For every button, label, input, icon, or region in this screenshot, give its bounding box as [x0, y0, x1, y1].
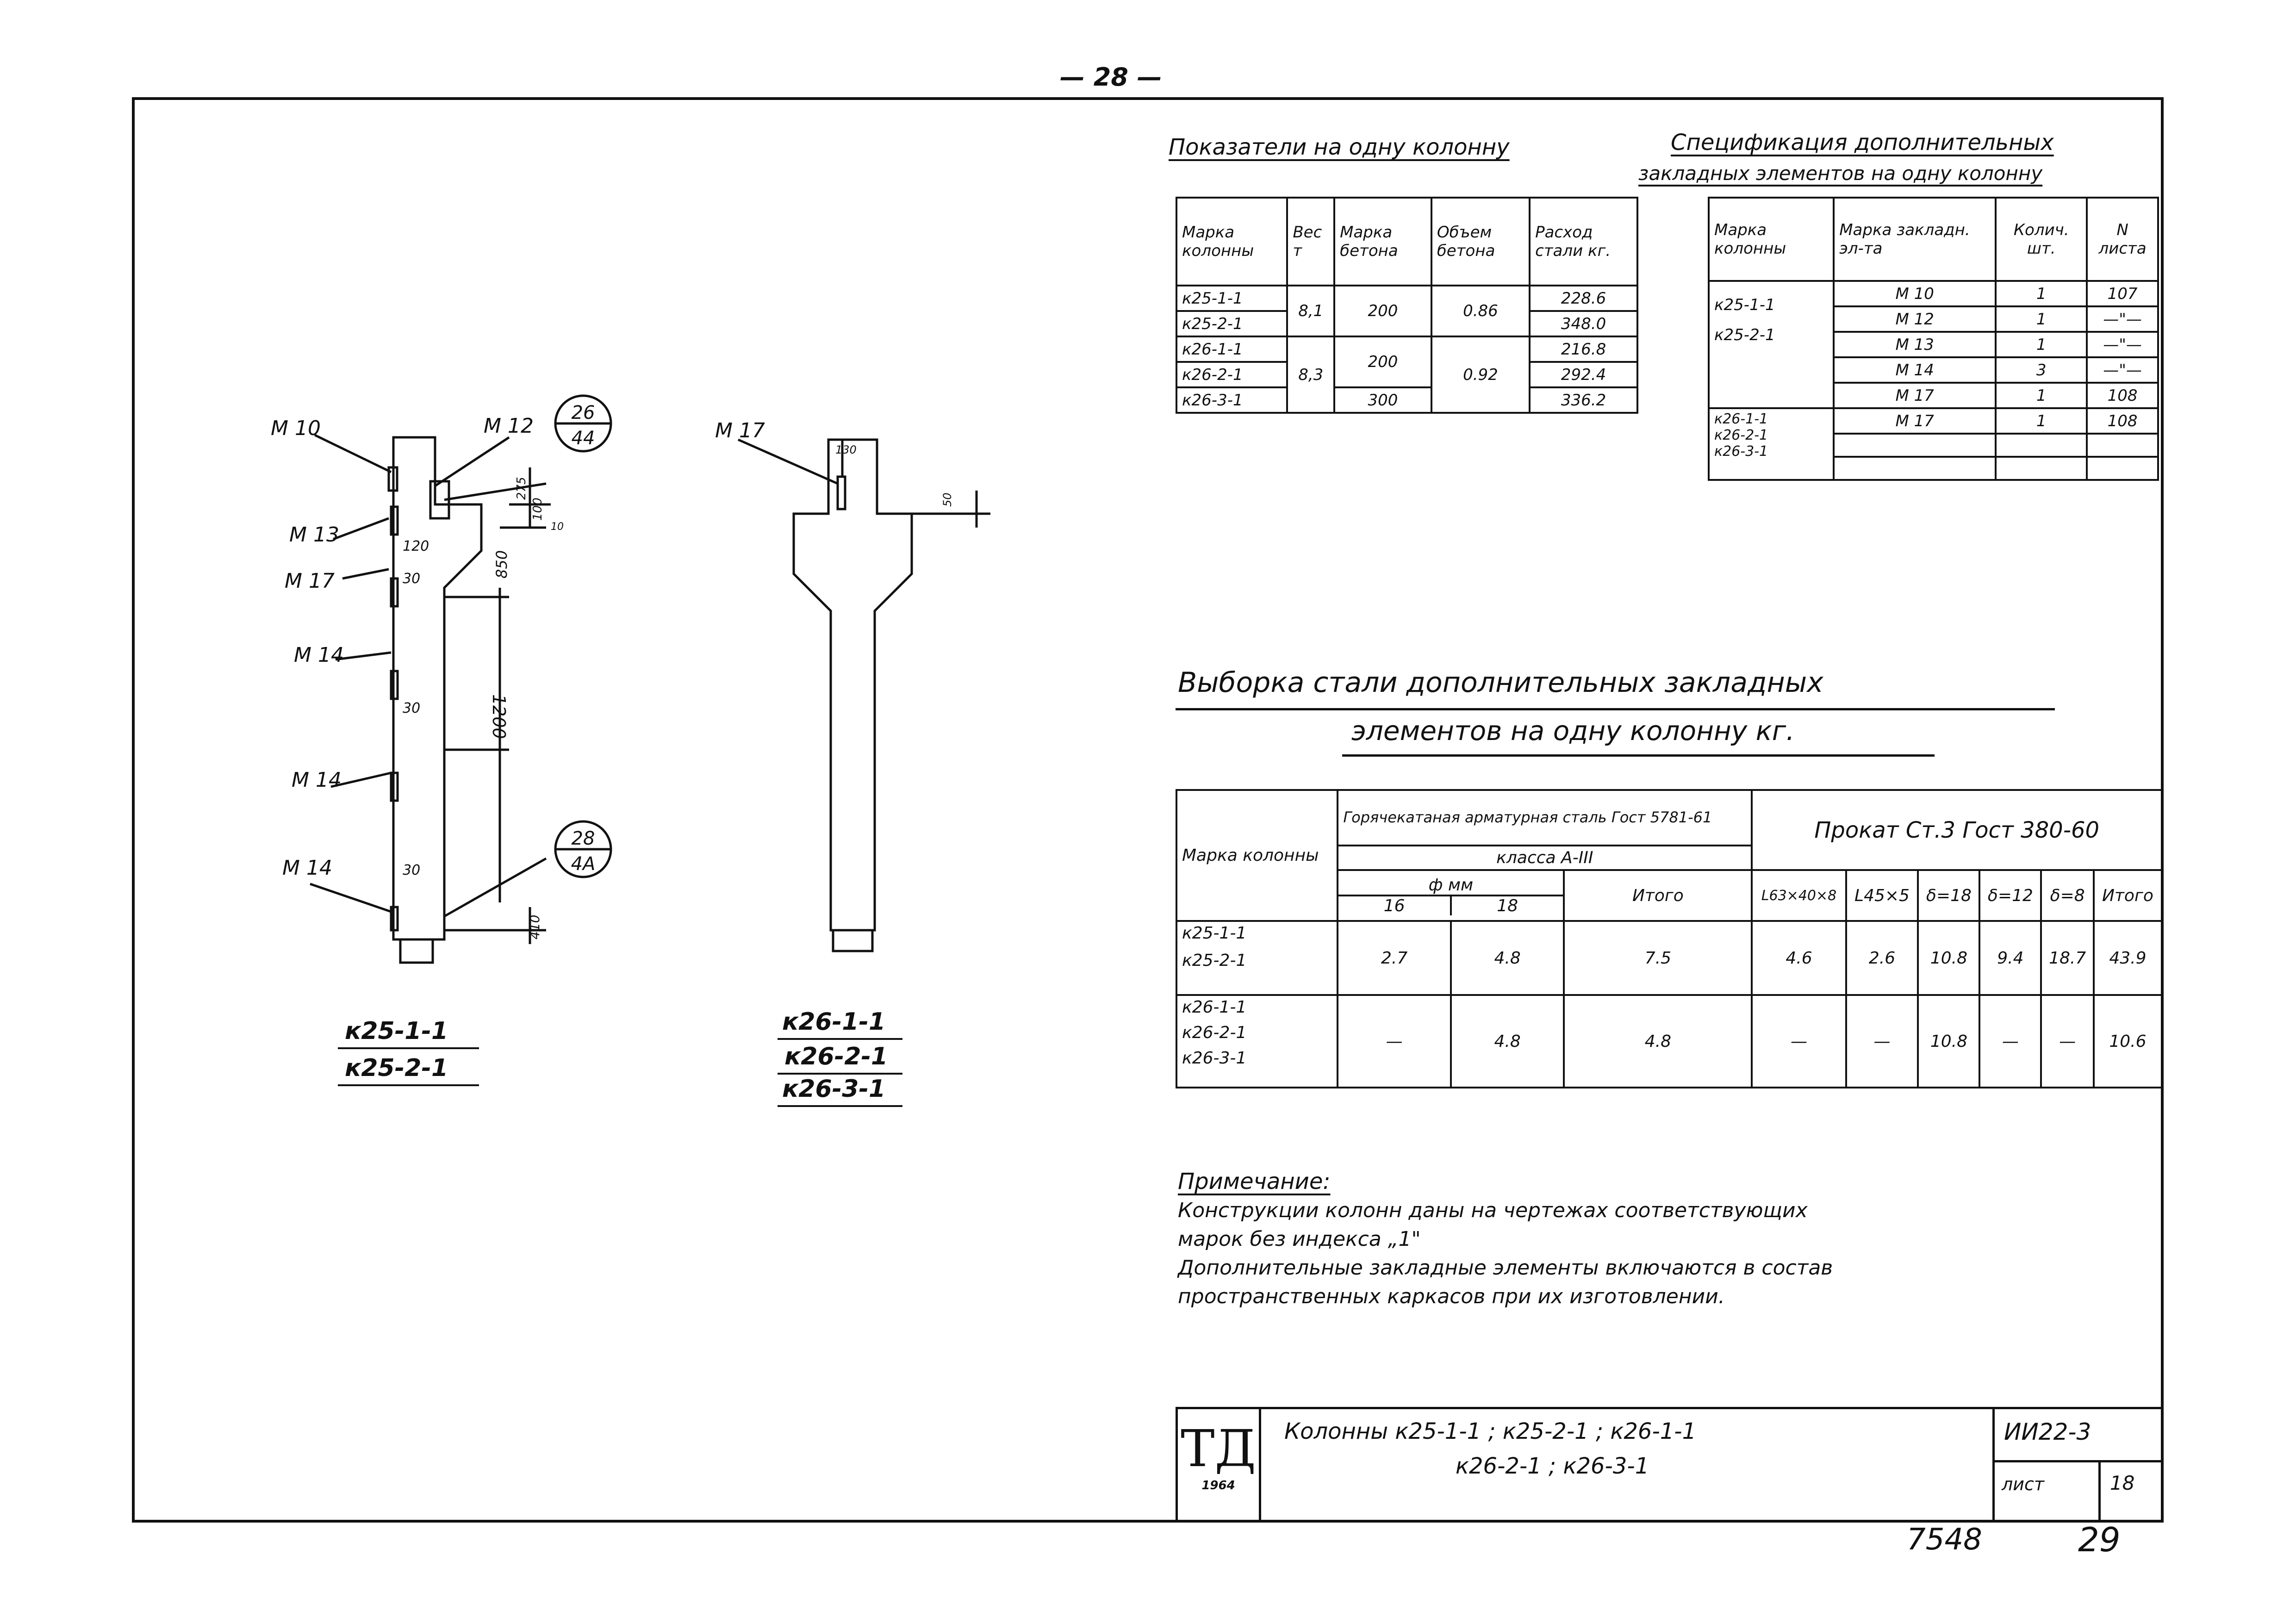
steel-group-b-mark: к26-3-1 [1182, 1049, 1247, 1068]
title-block [1176, 1407, 2163, 1523]
dim-130: 130 [835, 443, 857, 456]
perf-steel: 292.4 [1530, 362, 1637, 387]
spec-group-a-mark: к25-2-1 [1714, 326, 1775, 344]
steel-header-rolled-col: Итого [2094, 870, 2162, 921]
title-block-sheet-label: лист [1995, 1462, 2101, 1523]
note-body [1178, 1196, 2150, 1311]
perf-steel: 348.0 [1530, 311, 1637, 336]
steel-header-d18: 18 [1497, 896, 1518, 915]
dim-275: 275 [515, 477, 529, 500]
label-m12: М 12 [484, 414, 534, 438]
spec-qty: 1 [1996, 306, 2087, 332]
dim-30-b: 30 [403, 700, 421, 716]
perf-header-weight: Вес т [1287, 198, 1334, 286]
label-m17: М 17 [285, 569, 335, 593]
steel-table-title-1: Выборка стали дополнительных закладных [1178, 666, 1823, 699]
spec-group-a-mark: к25-1-1 [1714, 296, 1775, 314]
steel-header-mark: Марка колонны [1176, 790, 1338, 921]
steel-value: — [1846, 995, 1918, 1088]
spec-sheet: —"— [2087, 332, 2158, 357]
dim-410: 410 [527, 914, 542, 939]
steel-group-b [1176, 995, 1338, 1088]
steel-group-b-mark: к26-1-1 [1182, 998, 1247, 1017]
spec-group-b-mark: к26-1-1 [1714, 411, 1768, 427]
label-m13: М 13 [289, 523, 339, 547]
spec-header-sheet: N листа [2087, 198, 2158, 281]
spec-element: М 13 [1834, 332, 1996, 357]
note-title: Примечание: [1178, 1169, 1331, 1194]
spec-group-b [1709, 408, 1834, 480]
dim-50: 50 [941, 492, 954, 507]
steel-value: — [1752, 995, 1846, 1088]
steel-group-a-mark: к25-2-1 [1182, 951, 1247, 970]
caption-k25-2-1: к25-2-1 [345, 1054, 448, 1082]
spec-group-a [1709, 281, 1834, 408]
spec-qty: 1 [1996, 383, 2087, 408]
spec-qty: 1 [1996, 408, 2087, 434]
spec-sheet: —"— [2087, 357, 2158, 383]
note-line: Дополнительные закладные элементы включаются в состав [1178, 1256, 1833, 1280]
footer-page-no: 29 [2078, 1520, 2121, 1559]
perf-table-title: Показатели на одну колонну [1169, 134, 1510, 160]
label-m17-right: М 17 [715, 419, 765, 442]
spec-group-b-mark: к26-3-1 [1714, 443, 1768, 460]
steel-header-rolled-col: δ=12 [1979, 870, 2041, 921]
perf-volume-b: 0.92 [1431, 336, 1530, 413]
steel-value: 2.7 [1338, 921, 1451, 995]
steel-header-rolled: Прокат Ст.3 Гост 380-60 [1752, 790, 2162, 870]
dim-30-c: 30 [403, 862, 421, 878]
note-line: Конструкции колонн даны на чертежах соответствующих [1178, 1199, 1808, 1222]
spec-group-b-mark: к26-2-1 [1714, 427, 1768, 443]
caption-k26-2-1: к26-2-1 [784, 1043, 888, 1070]
spec-element: М 17 [1834, 383, 1996, 408]
perf-mark: к26-3-1 [1176, 387, 1287, 413]
label-m14-c: М 14 [282, 856, 332, 880]
circle-bottom-lower: 4А [571, 853, 596, 875]
steel-header-rolled-col: L45×5 [1846, 870, 1918, 921]
spec-header-element: Марка закладн. эл-та [1834, 198, 1996, 281]
title-block-year: 1964 [1201, 1479, 1235, 1492]
steel-value: 4.8 [1451, 995, 1564, 1088]
dim-1200: 1200 [489, 694, 509, 739]
circle-top-lower: 44 [571, 428, 595, 449]
dim-30-a: 30 [403, 571, 421, 587]
steel-header-phi: ф мм [1428, 876, 1474, 895]
note-line: пространственных каркасов при их изготовлении. [1178, 1285, 1725, 1308]
perf-weight-b: 8,3 [1287, 336, 1334, 413]
steel-header-class: класса А-III [1338, 846, 1752, 870]
steel-table-title-2: элементов на одну колонну кг. [1351, 715, 1795, 746]
label-m10: М 10 [271, 417, 321, 440]
perf-concrete-a: 200 [1334, 286, 1431, 336]
steel-value: 2.6 [1846, 921, 1918, 995]
spec-qty: 3 [1996, 357, 2087, 383]
caption-k26-3-1: к26-3-1 [782, 1075, 886, 1103]
steel-value: 10.6 [2094, 995, 2162, 1088]
perf-table [1176, 197, 1638, 414]
steel-header-rolled-col: L63×40×8 [1752, 870, 1846, 921]
spec-header-qty: Колич. шт. [1996, 198, 2087, 281]
spec-empty-cell [2087, 434, 2158, 457]
td-logo: ТД [1181, 1419, 1256, 1478]
spec-table [1708, 197, 2159, 481]
steel-group-a [1176, 921, 1338, 995]
perf-steel: 216.8 [1530, 336, 1637, 362]
steel-value: 10.8 [1918, 995, 1979, 1088]
steel-header-total: Итого [1564, 870, 1752, 921]
perf-mark: к26-2-1 [1176, 362, 1287, 387]
column-drawing-k26 [694, 407, 1041, 1134]
spec-header-mark: Марка колонны [1709, 198, 1834, 281]
perf-header-concrete: Марка бетона [1334, 198, 1431, 286]
caption-k26-1-1: к26-1-1 [782, 1008, 886, 1036]
steel-header-rolled-col: δ=8 [2041, 870, 2094, 921]
perf-mark: к26-1-1 [1176, 336, 1287, 362]
title-block-sheet-no: 18 [2109, 1472, 2135, 1494]
steel-table [1176, 789, 2163, 1088]
caption-k25-1-1: к25-1-1 [345, 1017, 448, 1045]
steel-value: 18.7 [2041, 921, 2094, 995]
spec-empty-cell [1996, 434, 2087, 457]
title-block-title-1: Колонны к25-1-1 ; к25-2-1 ; к26-1-1 [1284, 1418, 1697, 1444]
page-number: — 28 — [1060, 62, 1162, 92]
spec-empty-cell [2087, 457, 2158, 480]
spec-sheet: —"— [2087, 306, 2158, 332]
circle-top-upper: 26 [571, 402, 595, 423]
perf-mark: к25-1-1 [1176, 286, 1287, 311]
steel-header-d16: 16 [1338, 896, 1452, 915]
dim-10: 10 [551, 521, 564, 533]
dim-100: 100 [531, 497, 545, 521]
spec-empty-cell [1834, 457, 1996, 480]
footer-archive-no: 7548 [1907, 1523, 1982, 1557]
spec-qty: 1 [1996, 281, 2087, 306]
spec-element: М 10 [1834, 281, 1996, 306]
steel-title-rule-2 [1342, 754, 1935, 757]
spec-table-title-2: закладных элементов на одну колонну [1638, 162, 2043, 185]
dim-120: 120 [403, 538, 429, 554]
spec-sheet: 107 [2087, 281, 2158, 306]
steel-value: 4.8 [1564, 995, 1752, 1088]
perf-concrete-c: 300 [1334, 387, 1431, 413]
steel-value: 43.9 [2094, 921, 2162, 995]
spec-empty-cell [1834, 434, 1996, 457]
spec-empty-cell [1996, 457, 2087, 480]
dim-850: 850 [493, 550, 510, 578]
column-drawing-k25 [250, 393, 713, 1111]
perf-weight-a: 8,1 [1287, 286, 1334, 336]
spec-element: М 14 [1834, 357, 1996, 383]
spec-element: М 17 [1834, 408, 1996, 434]
steel-header-diameter [1338, 870, 1564, 921]
spec-sheet: 108 [2087, 383, 2158, 408]
steel-value: 4.8 [1451, 921, 1564, 995]
perf-steel: 336.2 [1530, 387, 1637, 413]
perf-header-steel: Расход стали кг. [1530, 198, 1637, 286]
perf-concrete-b: 200 [1334, 336, 1431, 387]
title-block-logo-cell [1178, 1409, 1261, 1523]
steel-value: 9.4 [1979, 921, 2041, 995]
title-block-code-cell [1992, 1409, 2164, 1523]
steel-header-rolled-col: δ=18 [1918, 870, 1979, 921]
label-m14-b: М 14 [292, 768, 342, 792]
perf-steel: 228.6 [1530, 286, 1637, 311]
spec-sheet: 108 [2087, 408, 2158, 434]
spec-qty: 1 [1996, 332, 2087, 357]
steel-value: 10.8 [1918, 921, 1979, 995]
perf-header-volume: Объем бетона [1431, 198, 1530, 286]
spec-element: М 12 [1834, 306, 1996, 332]
steel-value: 4.6 [1752, 921, 1846, 995]
title-block-title-2: к26-2-1 ; к26-3-1 [1456, 1453, 1649, 1479]
steel-value: 7.5 [1564, 921, 1752, 995]
perf-header-mark: Марка колонны [1176, 198, 1287, 286]
steel-group-a-mark: к25-1-1 [1182, 924, 1247, 943]
title-block-code: ИИ22-3 [1995, 1409, 2164, 1462]
note-line: марок без индекса „1" [1178, 1227, 1421, 1251]
perf-mark: к25-2-1 [1176, 311, 1287, 336]
circle-bottom-upper: 28 [571, 828, 595, 849]
steel-value: — [2041, 995, 2094, 1088]
steel-value: — [1338, 995, 1451, 1088]
steel-value: — [1979, 995, 2041, 1088]
label-m14-a: М 14 [294, 643, 344, 667]
steel-title-rule-1 [1176, 708, 2055, 710]
steel-group-b-mark: к26-2-1 [1182, 1023, 1247, 1042]
perf-volume-a: 0.86 [1431, 286, 1530, 336]
spec-table-title-1: Спецификация дополнительных [1671, 130, 2054, 155]
steel-header-rebar: Горячекатаная арматурная сталь Гост 5781-61 [1338, 790, 1752, 846]
